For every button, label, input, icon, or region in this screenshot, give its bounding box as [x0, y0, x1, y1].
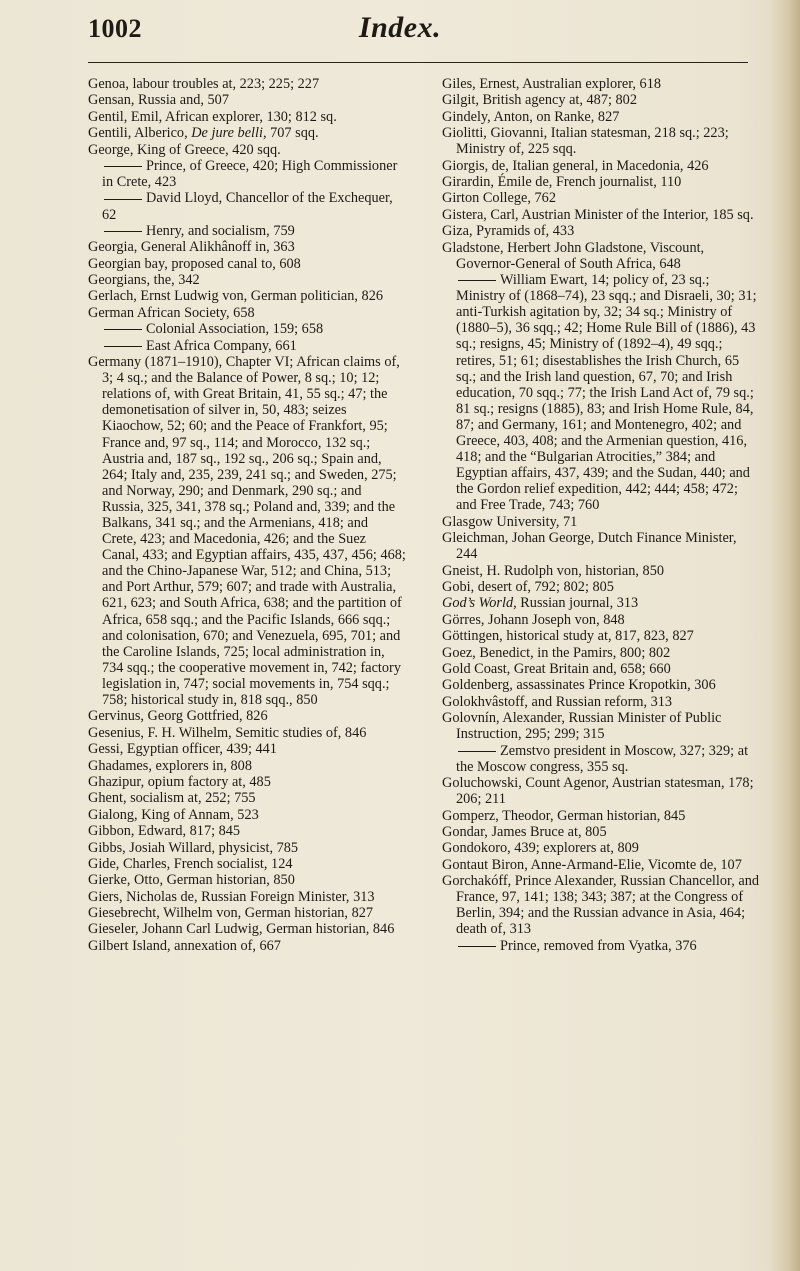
entry-text: Gistera, Carl, Austrian Minister of the Interior, 185 sq. — [442, 206, 754, 223]
repeat-dash — [458, 946, 496, 947]
entry-text: Colonial Association, 159; 658 — [146, 321, 324, 338]
entry-text: Gide, Charles, French socialist, 124 — [88, 855, 293, 872]
index-entry — [442, 530, 760, 562]
index-entry — [88, 354, 406, 708]
entry-text: William Ewart, 14; policy of, 23 sq.; Ministry of (1868–74), 23 sqq.; and Disraeli, 30; 31; anti-Turkish agitation by, 32; 34 sq.; Ministry of (1880–5), 36 sqq.; 42; Home Rule Bill of (1886), 43 sq.; resigns, 45; Ministry of (1892–4), 49 sqq.; retires, 51; 61; disestablishes the Irish Church, 65 sq.; and the Irish land question, 67, 70; and Irish education, 70 sqq.; 77; the Irish Land Act of, 79 sq.; 81 sq.; resigns (1885), 83; and Irish Home Rule, 84, 87; and Germany, 161; and Montenegro, 402; and Greece, 403, 408; and the Armenian question, 416, 418; and the “Bulgarian Atrocities,” 384; and Egyptian affairs, 437, 439; and the Sudan, 440; and the Gordon relief expedition, 442; 444; 458; 472; and Free Trade, 743; 760 — [456, 272, 757, 514]
entry-text: Golokhvâstoff, and Russian reform, 313 — [442, 693, 673, 710]
entry-text: Georgians, the, 342 — [88, 272, 200, 289]
entry-text: Giles, Ernest, Australian explorer, 618 — [442, 76, 661, 92]
entry-text: Giers, Nicholas de, Russian Foreign Minister, 313 — [88, 888, 375, 905]
index-subentry — [88, 158, 406, 190]
entry-text: Prince, of Greece, 420; High Commissioner in Crete, 423 — [102, 157, 398, 191]
entry-text: Gold Coast, Great Britain and, 658; 660 — [442, 661, 671, 678]
index-entry — [442, 76, 760, 92]
index-entry — [88, 938, 406, 954]
index-entry — [442, 514, 760, 530]
index-entry — [88, 288, 406, 304]
entry-italic-title: De jure belli, — [191, 125, 267, 142]
entry-italic-title: God’s World, — [442, 595, 517, 612]
index-entry — [442, 174, 760, 190]
entry-text: Girton College, 762 — [442, 190, 556, 207]
index-entry — [442, 579, 760, 595]
index-subentry — [88, 321, 406, 337]
index-entry — [442, 207, 760, 223]
index-entry — [442, 873, 760, 937]
entry-text: Gneist, H. Rudolph von, historian, 850 — [442, 562, 664, 579]
index-entry — [442, 563, 760, 579]
repeat-dash — [104, 199, 142, 200]
entry-text: Gibbon, Edward, 817; 845 — [88, 823, 241, 840]
entry-text: Georgian bay, proposed canal to, 608 — [88, 255, 301, 272]
index-entry — [88, 741, 406, 757]
page-edge-shadow — [770, 0, 800, 1271]
index-entry — [88, 840, 406, 856]
entry-text: Goldenberg, assassinates Prince Kropotkin, 306 — [442, 677, 716, 694]
entry-text: Gieseler, Johann Carl Ludwig, German historian, 846 — [88, 921, 395, 938]
entry-text: Gorchakóff, Prince Alexander, Russian Chancellor, and France, 97, 141; 138; 343; 387; at the Congress of Berlin, 394; and the Russian advance in Asia, 464; death of, 313 — [442, 873, 760, 938]
index-entry — [88, 872, 406, 888]
entry-text: David Lloyd, Chancellor of the Exchequer, 62 — [102, 190, 393, 223]
index-entry — [88, 92, 406, 108]
index-entry — [88, 774, 406, 790]
index-entry — [88, 125, 406, 141]
entry-text: Giolitti, Giovanni, Italian statesman, 218 sq.; 223; Ministry of, 225 sqq. — [442, 125, 729, 158]
entry-text: Golovnín, Alexander, Russian Minister of Public Instruction, 295; 299; 315 — [442, 710, 722, 743]
entry-text: Prince, removed from Vyatka, 376 — [500, 937, 697, 954]
index-entry — [442, 694, 760, 710]
index-column-left — [88, 76, 406, 954]
entry-text: Gontaut Biron, Anne-Armand-Elie, Vicomte de, 107 — [442, 856, 742, 873]
entry-text: Gindely, Anton, on Ranke, 827 — [442, 108, 620, 125]
entry-text: Glasgow University, 71 — [442, 513, 578, 530]
entry-text: Ghazipur, opium factory at, 485 — [88, 773, 271, 790]
index-entry — [442, 677, 760, 693]
entry-text: Gentili, Alberico, — [88, 125, 192, 142]
index-entry — [88, 109, 406, 125]
entry-text: Gladstone, Herbert John Gladstone, Viscount, Governor-General of South Africa, 648 — [442, 239, 705, 272]
index-subentry — [442, 272, 760, 513]
entry-text: Gibbs, Josiah Willard, physicist, 785 — [88, 839, 299, 856]
entry-text: Genoa, labour troubles at, 223; 225; 227 — [88, 76, 320, 92]
entry-text: Gialong, King of Annam, 523 — [88, 806, 259, 823]
index-entry — [442, 92, 760, 108]
index-entry — [442, 612, 760, 628]
index-subentry — [442, 743, 760, 775]
entry-text: Gensan, Russia and, 507 — [88, 92, 229, 109]
entry-text: Ghent, socialism at, 252; 755 — [88, 790, 256, 807]
index-entry — [442, 645, 760, 661]
entry-text: Gobi, desert of, 792; 802; 805 — [442, 579, 614, 596]
index-entry — [442, 595, 760, 611]
index-entry — [88, 239, 406, 255]
entry-text: Gilbert Island, annexation of, 667 — [88, 937, 281, 954]
entry-text: Gomperz, Theodor, German historian, 845 — [442, 807, 686, 824]
index-entry — [88, 921, 406, 937]
index-subentry — [88, 190, 406, 222]
entry-text: Gesenius, F. H. Wilhelm, Semitic studies of, 846 — [88, 724, 367, 741]
entry-text-tail: Russian journal, 313 — [516, 595, 639, 612]
index-entry — [88, 256, 406, 272]
entry-text: Gervinus, Georg Gottfried, 826 — [88, 708, 268, 725]
entry-text: Görres, Johann Joseph von, 848 — [442, 611, 625, 628]
entry-text: Giza, Pyramids of, 433 — [442, 223, 575, 240]
page-number: 1002 — [88, 14, 142, 43]
page-title: Index. — [358, 11, 442, 44]
index-column-right — [442, 76, 760, 954]
index-subentry — [88, 338, 406, 354]
index-entry — [442, 190, 760, 206]
entry-text: Henry, and socialism, 759 — [146, 222, 295, 239]
entry-text: George, King of Greece, 420 sqq. — [88, 141, 281, 158]
entry-text: Germany (1871–1910), Chapter VI; African claims of, 3; 4 sq.; and the Balance of Power, 8 sq.; 10; 12; relations of, with Great Britain, 41, 55 sq.; 47; the demonetisation of silver in, 50, 483; seizes Kiaochow, 52; 60; and the Peace of Frankfort, 95; France and, 97 sq., 114; and Morocco, 132 sq.; Austria and, 187 sq., 192 sq., 206 sq.; Spain and, 264; Italy and, 235, 239, 241 sq.; and Sweden, 275; and Norway, 290; and Denmark, 290 sq.; and Russia, 325, 341, 378 sq.; Poland and, 339; and the Balkans, 341 sq.; and the Armenians, 418; and Crete, 423; and Macedonia, 426; and the Suez Canal, 433; and Egyptian affairs, 435, 437, 456; 468; and the Chino-Japanese War, 512; and China, 513; and Port Arthur, 579; 607; and trade with Australia, 621, 623; and South Africa, 638; and the partition of Africa, 658 sqq.; and the Pacific Islands, 666 sqq.; and colonisation, 670; and Venezuela, 695, 701; and the Caroline Islands, 725; local administration in, 734 sqq.; the cooperative movement in, 742; factory legislation in, 747; social movements in, 754 sqq.; 758; historical study in, 818 sqq., 850 — [88, 354, 406, 709]
index-subentry — [442, 938, 760, 954]
index-entry — [88, 76, 406, 92]
entry-text: Georgia, General Alikhânoff in, 363 — [88, 239, 295, 256]
index-entry — [88, 807, 406, 823]
repeat-dash — [104, 329, 142, 330]
entry-text: Gondokoro, 439; explorers at, 809 — [442, 840, 639, 857]
index-entry — [88, 272, 406, 288]
index-entry — [88, 725, 406, 741]
index-entry — [442, 661, 760, 677]
index-entry — [442, 628, 760, 644]
repeat-dash — [104, 166, 142, 167]
index-entry — [88, 905, 406, 921]
index-entry — [88, 790, 406, 806]
entry-text: Gilgit, British agency at, 487; 802 — [442, 92, 637, 109]
index-entry — [442, 808, 760, 824]
entry-text: Gierke, Otto, German historian, 850 — [88, 872, 295, 889]
index-entry — [442, 223, 760, 239]
repeat-dash — [458, 751, 496, 752]
index-entry — [442, 857, 760, 873]
entry-text: Göttingen, historical study at, 817, 823, 827 — [442, 628, 694, 645]
entry-text: German African Society, 658 — [88, 304, 255, 321]
index-subentry — [88, 223, 406, 239]
index-entry — [88, 305, 406, 321]
index-entry — [88, 708, 406, 724]
index-entry — [442, 824, 760, 840]
index-entry — [442, 840, 760, 856]
repeat-dash — [458, 280, 496, 281]
index-entry — [442, 158, 760, 174]
index-entry — [442, 109, 760, 125]
entry-text: Gentil, Emil, African explorer, 130; 812 sq. — [88, 108, 337, 125]
entry-text: Gerlach, Ernst Ludwig von, German politician, 826 — [88, 288, 383, 305]
entry-text: Gleichman, Johan George, Dutch Finance Minister, 244 — [442, 530, 737, 563]
entry-text-tail: 707 sqq. — [266, 125, 319, 142]
index-entry — [88, 889, 406, 905]
entry-text: Gondar, James Bruce at, 805 — [442, 824, 607, 841]
entry-text: Gessi, Egyptian officer, 439; 441 — [88, 741, 277, 758]
entry-text: Giesebrecht, Wilhelm von, German historian, 827 — [88, 905, 374, 922]
index-entry — [88, 142, 406, 158]
repeat-dash — [104, 346, 142, 347]
entry-text: Zemstvo president in Moscow, 327; 329; at the Moscow congress, 355 sq. — [456, 742, 749, 775]
entry-text: Girardin, Émile de, French journalist, 110 — [442, 174, 682, 191]
entry-text: Goluchowski, Count Agenor, Austrian statesman, 178; 206; 211 — [442, 775, 754, 808]
entry-text: Goez, Benedict, in the Pamirs, 800; 802 — [442, 644, 671, 661]
header-rule — [88, 62, 748, 63]
repeat-dash — [104, 231, 142, 232]
index-entry — [88, 758, 406, 774]
index-entry — [442, 710, 760, 742]
index-entry — [442, 125, 760, 157]
entry-text: Ghadames, explorers in, 808 — [88, 757, 252, 774]
entry-text: Giorgis, de, Italian general, in Macedonia, 426 — [442, 157, 709, 174]
index-entry — [88, 823, 406, 839]
index-entry — [88, 856, 406, 872]
entry-text: East Africa Company, 661 — [146, 337, 297, 354]
index-entry — [442, 240, 760, 272]
index-entry — [442, 775, 760, 807]
